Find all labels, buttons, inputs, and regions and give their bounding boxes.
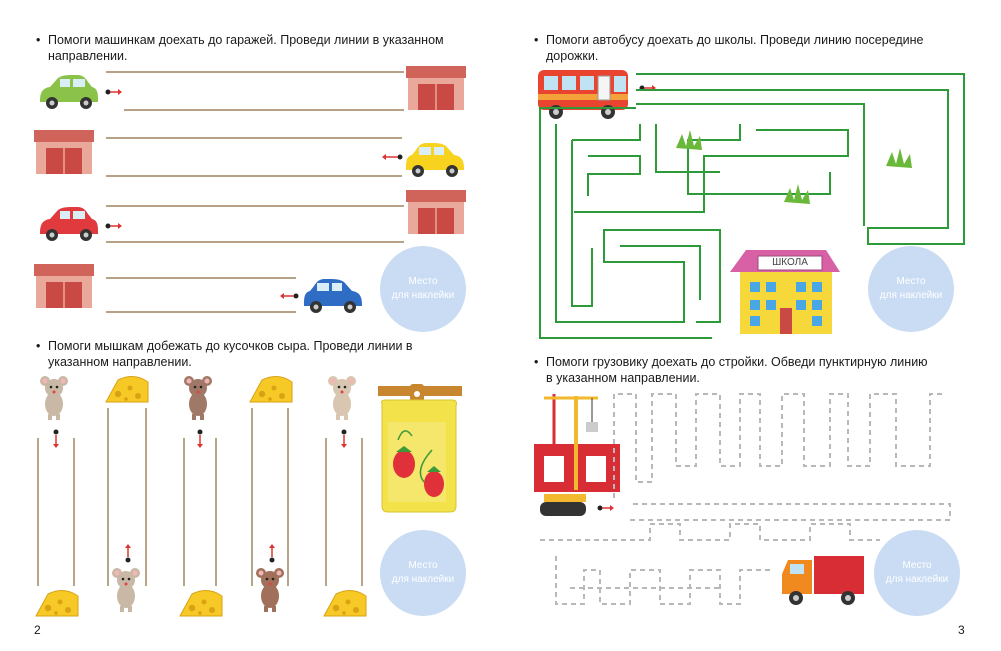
mouse-icon (112, 568, 140, 612)
crane-icon (534, 394, 620, 516)
mouse-icon (40, 376, 68, 420)
page-number: 3 (958, 623, 965, 637)
grass-icon (886, 148, 912, 168)
garage-icon (406, 66, 466, 110)
car-red (40, 207, 98, 241)
page-number: 2 (34, 623, 41, 637)
garage-icon (406, 190, 466, 234)
car-green (40, 75, 98, 109)
cheese-icon (36, 590, 78, 616)
start-arrow (53, 430, 347, 563)
mouse-icon (256, 568, 284, 612)
grass-icon (784, 184, 810, 204)
garage-icon (34, 264, 94, 308)
sticker-placeholder: Место для наклейки (874, 530, 960, 616)
garage-icon (34, 130, 94, 174)
car-blue (304, 279, 362, 313)
sticker-placeholder: Место для наклейки (380, 530, 466, 616)
task-bus-instruction: • Помоги автобусу доехать до школы. Проведи линию посередине дорожки. (534, 33, 924, 63)
mouse-icon (328, 376, 356, 420)
right-page (500, 0, 1000, 651)
cheese-icon (106, 376, 148, 402)
car-yellow (406, 143, 464, 177)
task-truck-instruction: • Помоги грузовику доехать до стройки. Обведи пунктирную линию в указанном направлении. (534, 355, 928, 385)
start-arrow (106, 89, 123, 95)
cheese-icon (180, 590, 222, 616)
left-page (0, 0, 500, 651)
task-mice-instruction: • Помоги мышкам добежать до кусочков сыра. Проведи линии в указанном направлении. (36, 339, 413, 369)
sticker-placeholder: Место для наклейки (380, 246, 466, 332)
start-arrow (280, 293, 299, 299)
grass-icon (676, 130, 702, 150)
truck-icon (782, 556, 864, 605)
bus-icon (538, 70, 628, 119)
cheese-icon (324, 590, 366, 616)
start-arrow (598, 505, 615, 511)
start-arrow (106, 223, 123, 229)
mouse-paths (38, 408, 362, 586)
task-cars-instruction: • Помоги машинкам доехать до гаражей. Проведи линии в указанном направлении. (36, 33, 444, 63)
sticker-placeholder: Место для наклейки (868, 246, 954, 332)
school-sign: ШКОЛА (772, 257, 808, 268)
cutting-board-icon (378, 384, 462, 512)
start-arrow (382, 154, 403, 160)
mouse-icon (184, 376, 212, 420)
cheese-icon (250, 376, 292, 402)
